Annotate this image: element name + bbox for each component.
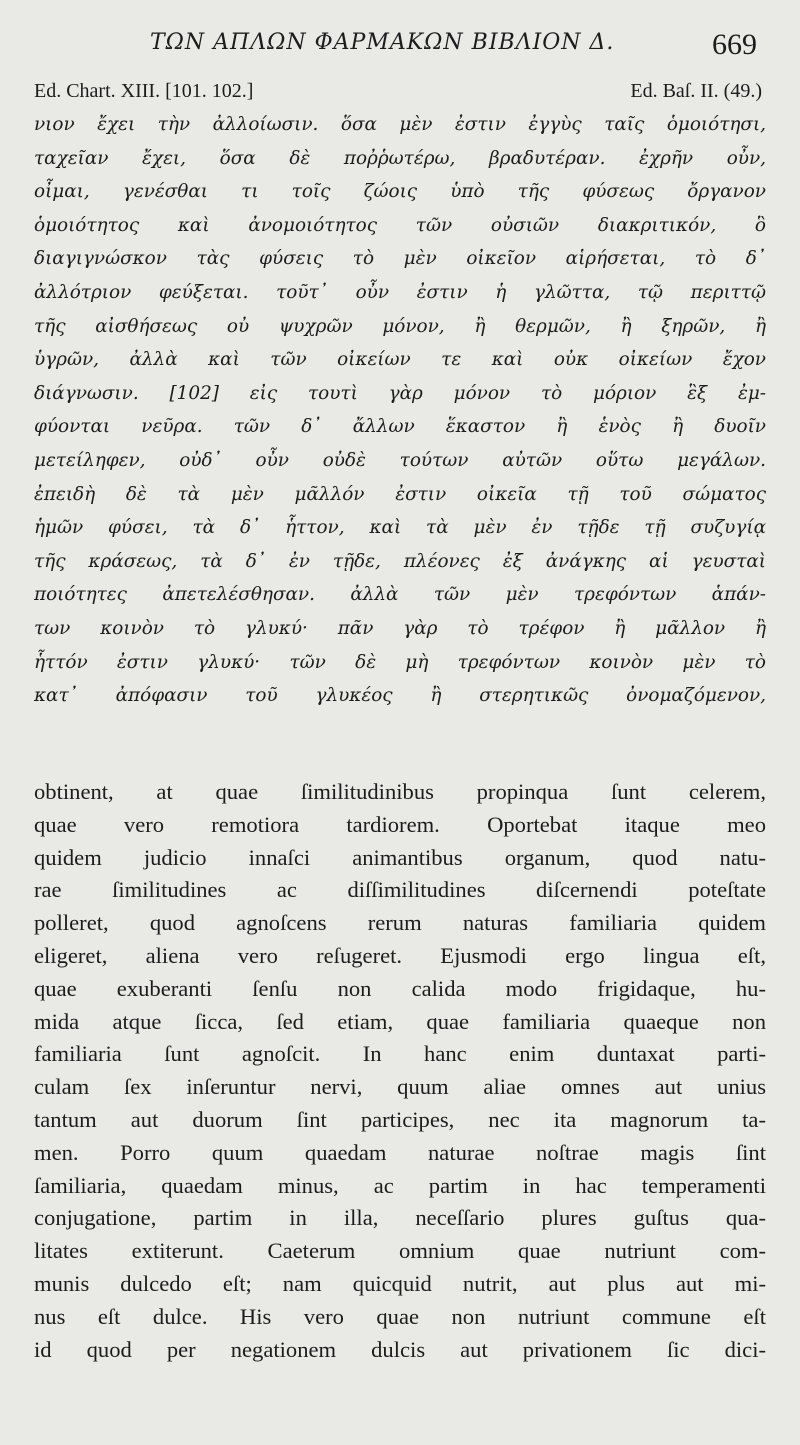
latin-line: rae ſimilitudines ac diſſimilitudines diſcernendi poteſtate — [34, 877, 766, 903]
greek-line: φύονται νεῦρα. τῶν δ᾽ ἄλλων ἕκαστον ἢ ἑνὸς ἢ δυοῖν — [34, 416, 766, 438]
latin-line: litates extiterunt. Caeterum omnium quae nutriunt com- — [34, 1238, 766, 1264]
latin-line: obtinent, at quae ſimilitudinibus propinqua ſunt celerem, — [34, 779, 766, 804]
latin-line: conjugatione, partim in illa, neceſſario plures guſtus qua- — [34, 1205, 766, 1231]
greek-line: ὁμοιότητος καὶ ἀνομοιότητος τῶν οὐσιῶν διακριτικόν, ὃ — [34, 214, 766, 236]
greek-line: νιον ἔχει τὴν ἀλλοίωσιν. ὅσα μὲν ἐστιν ἐγγὺς ταῖς ὁμοιότησι, — [34, 114, 766, 135]
edition-line — [34, 80, 762, 103]
latin-line: munis dulcedo eſt; nam quicquid nutrit, aut plus aut mi- — [34, 1270, 766, 1296]
latin-line: men. Porro quum quaedam naturae noſtrae magis ſint — [34, 1139, 766, 1165]
latin-line: quae vero remotiora tardiorem. Oportebat itaque meo — [34, 811, 766, 837]
greek-line: ποιότητες ἀπετελέσθησαν. ἀλλὰ τῶν μὲν τρεφόντων ἁπάν- — [34, 584, 766, 606]
greek-line: τῆς αἰσθήσεως οὐ ψυχρῶν μόνον, ἢ θερμῶν, ἢ ξηρῶν, ἢ — [34, 315, 766, 337]
edition-right: Ed. Baſ. II. (49.) — [630, 80, 762, 102]
latin-line: culam ſex inſeruntur nervi, quum aliae omnes aut unius — [34, 1074, 766, 1100]
greek-line: ἧττόν ἐστιν γλυκύ· τῶν δὲ μὴ τρεφόντων κοινὸν μὲν τὸ — [34, 651, 766, 673]
greek-line: ἐπειδὴ δὲ τὰ μὲν μᾶλλόν ἐστιν οἰκεῖα τῇ τοῦ σώματος — [34, 483, 766, 505]
page-number: 669 — [712, 28, 757, 61]
latin-line: id quod per negationem dulcis aut privationem ſic dici- — [34, 1336, 766, 1362]
greek-line: των κοινὸν τὸ γλυκύ· πᾶν γὰρ τὸ τρέφον ἢ μᾶλλον ἢ — [34, 617, 766, 639]
greek-line: κατ᾽ ἀπόφασιν τοῦ γλυκέος ἢ στερητικῶς ὀνομαζόμενον, — [34, 685, 766, 707]
greek-line: μετείληφεν, οὐδ᾽ οὖν οὐδὲ τούτων αὐτῶν οὕτω μεγάλων. — [34, 449, 766, 471]
greek-line: διάγνωσιν. [102] εἰς τουτὶ γὰρ μόνον τὸ μόριον ἓξ ἐμ- — [34, 382, 766, 404]
greek-line: ἡμῶν φύσει, τὰ δ᾽ ἧττον, καὶ τὰ μὲν ἐν τῇδε τῇ συζυγίᾳ — [34, 517, 766, 539]
running-head: ΤΩΝ ΑΠΛΩΝ ΦΑΡΜΑΚΩΝ ΒΙΒΛΙΟΝ Δ. — [150, 30, 615, 55]
latin-line: tantum aut duorum ſint participes, nec ita magnorum ta- — [34, 1106, 766, 1132]
greek-line: ἀλλότριον φεύξεται. τοῦτ᾽ οὖν ἐστιν ἡ γλῶττα, τῷ περιττῷ — [34, 281, 766, 303]
latin-line: ſamiliaria, quaedam minus, ac partim in hac temperamenti — [34, 1172, 766, 1198]
latin-line: mida atque ſicca, ſed etiam, quae familiaria quaeque non — [34, 1008, 766, 1034]
latin-line: polleret, quod agnoſcens rerum naturas familiaria quidem — [34, 910, 766, 936]
greek-line: διαγιγνώσκον τὰς φύσεις τὸ μὲν οἰκεῖον αἱρήσεται, τὸ δ᾽ — [34, 248, 766, 270]
greek-line: οἶμαι, γενέσθαι τι τοῖς ζώοις ὑπὸ τῆς φύσεως ὄργανον — [34, 181, 766, 203]
latin-line: familiaria ſunt agnoſcit. In hanc enim duntaxat parti- — [34, 1041, 766, 1067]
latin-line: eligeret, aliena vero reſugeret. Ejusmodi ergo lingua eſt, — [34, 942, 766, 968]
greek-line: τῆς κράσεως, τὰ δ᾽ ἐν τῇδε, πλέονες ἐξ ἀνάγκης αἱ γευσταὶ — [34, 550, 766, 572]
greek-text-block — [34, 108, 766, 713]
edition-left: Ed. Chart. XIII. [101. 102.] — [34, 80, 254, 102]
latin-line: quidem judicio innaſci animantibus organum, quod natu- — [34, 844, 766, 870]
greek-line: ταχεῖαν ἔχει, ὅσα δὲ ποῤῥωτέρω, βραδυτέραν. ἐχρῆν οὖν, — [34, 147, 766, 169]
latin-line: quae exuberanti ſenſu non calida modo frigidaque, hu- — [34, 975, 766, 1001]
greek-line: ὑγρῶν, ἀλλὰ καὶ τῶν οἰκείων τε καὶ οὐκ οἰκείων ἔχον — [34, 349, 766, 371]
latin-text-block — [34, 776, 766, 1366]
latin-line: nus eſt dulce. His vero quae non nutriunt commune eſt — [34, 1303, 766, 1329]
